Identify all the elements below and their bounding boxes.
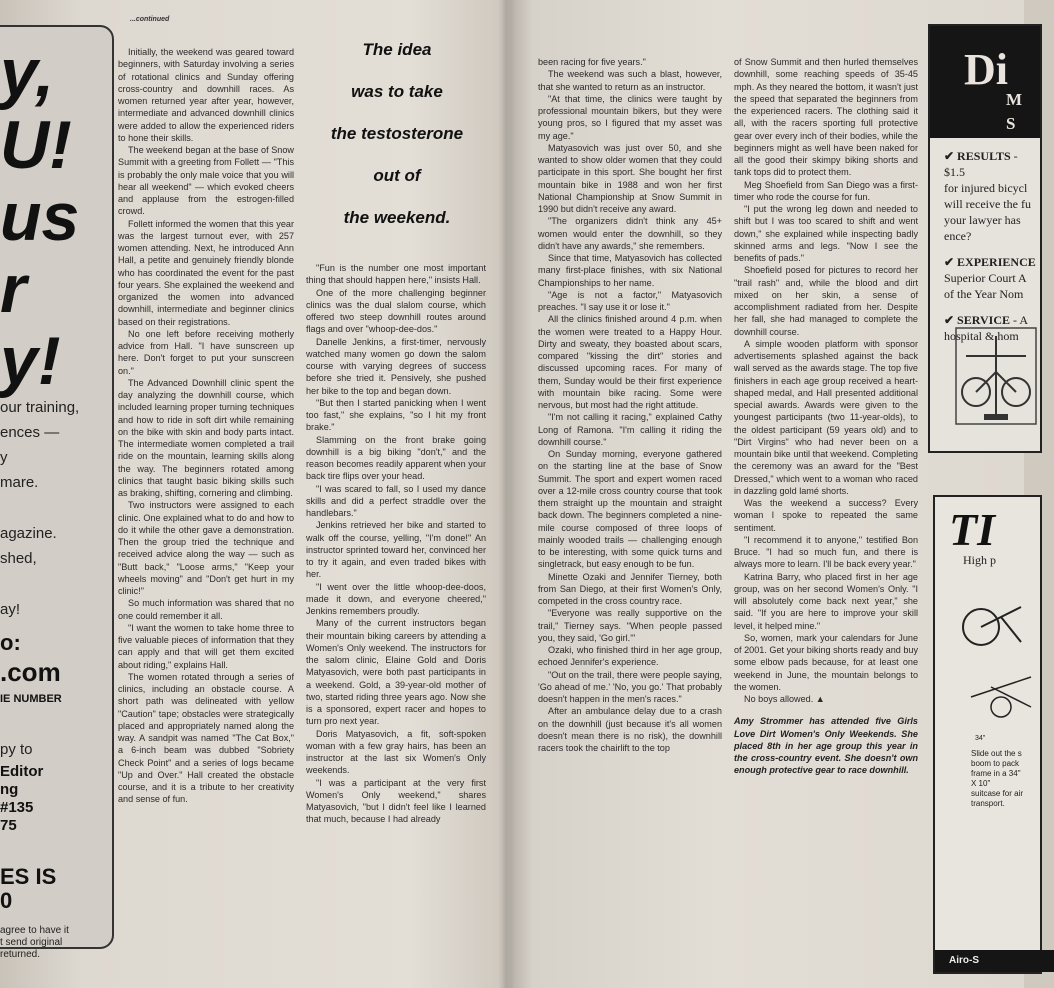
paragraph: One of the more challenging beginner clinics was the dual slalom course, which offered two steep downhill routes around flags and over "whoop-dee-dos." bbox=[306, 287, 486, 335]
paragraph: Shoefield posed for pictures to record her "trail rash" and, while the blood and dirt mixed on her skin, a sense of accomplishment radiated from her. Despite her fall, she had managed to complete the downhill course. bbox=[734, 265, 918, 337]
left-ad-editor-line: 75 bbox=[0, 817, 17, 834]
pull-quote-line: was to take bbox=[351, 82, 443, 101]
right-ad-item-text: hospital & hom bbox=[944, 329, 1019, 343]
paragraph: On Sunday morning, everyone gathered on the starting line at the base of Snow Summit. The sport and expert women raced over a 12-mile cross country course that took them straight up the mountain and straight back down. The beginners completed a nine-mile course composed of three loops of mainly wooded trails — challenging enough to be interesting, with some quick turns and singletrack, but easy enough to be fun. bbox=[538, 449, 722, 570]
right-ad2-headline: TI bbox=[949, 504, 995, 555]
left-ad-copy: py to bbox=[0, 741, 33, 758]
left-ad-body-line: y bbox=[0, 449, 8, 466]
right-ad-item-text: - $1.5 bbox=[944, 149, 1018, 179]
right-ad2-caption bbox=[971, 749, 1023, 809]
left-ad-offer bbox=[0, 865, 56, 913]
paragraph: Initially, the weekend was geared toward beginners, with Saturday involving a series of rotational clinics and Sunday offering cross-country and downhill races. As women returned year after year, however, intermediate and advanced downhill clinics were added to allow the experienced riders to hone their skills. bbox=[118, 47, 294, 143]
paragraph: The weekend began at the base of Snow Summit with a greeting from Follett — "This is probably the only male voice that you will hear all weekend" — which evoked cheers and applause from the estrogen-filled crowd. bbox=[118, 145, 294, 217]
pull-quote-line: the testosterone bbox=[330, 124, 464, 143]
right-ad2-caption-line: transport. bbox=[971, 799, 1005, 808]
paragraph: "Fun is the number one most important thing that should happen here," insists Hall. bbox=[306, 263, 486, 286]
right-ad2-footer: Airo-S bbox=[935, 950, 1054, 972]
paragraph: "The organizers didn't think any 45+ women would enter the downhill, so they didn't have any awards," she remembers. bbox=[538, 216, 722, 251]
paragraph: Meg Shoefield from San Diego was a first-timer who rode the course for fun. bbox=[734, 179, 918, 202]
bicycle-scales-icon bbox=[954, 326, 1038, 426]
left-ad-fine-line: agree to have it bbox=[0, 925, 69, 936]
folding-bicycle-icon bbox=[961, 587, 1041, 727]
paragraph: Jenkins retrieved her bike and started to walk off the course, yelling, "I'm done!" An instructor sprinted toward her, convinced her to try it again, and even traded bikes with her. bbox=[306, 520, 486, 580]
paragraph: "Everyone was really supportive on the trail," Tierney says. "When people passed you, they said, 'Go girl.'" bbox=[538, 608, 722, 643]
paragraph: Two instructors were assigned to each clinic. One explained what to do and how to do it while the other gave a demonstration. Then the group tried the technique and received advice along the way — such as "Butt back," "Loose arms," "Keep your wheels moving" and "Don't get hurt in my clinic!" bbox=[118, 500, 294, 596]
right-ad2-caption-line: suitcase for air bbox=[971, 789, 1024, 798]
left-ad-website: .com bbox=[0, 657, 61, 687]
left-ad-editor bbox=[0, 763, 43, 835]
right-ad-item-text: Superior Court A bbox=[944, 271, 1027, 285]
paragraph: The Advanced Downhill clinic spent the day analyzing the downhill course, which included learning proper turning techniques and how to ride in soft dirt while remaining on the bike with skin and body parts intact. The intermediate women completed a trail ride on the mountain, learning skills along the way. The beginners rotated among clinics that taught basic biking skills such as braking, shifting, cornering and climbing. bbox=[118, 377, 294, 498]
page-gutter bbox=[498, 0, 514, 988]
right-ad-item bbox=[930, 148, 1040, 180]
left-ad-fine-line: returned. bbox=[0, 949, 41, 960]
continued-label: ...continued bbox=[130, 16, 170, 23]
right-ad2-dimension: 34" bbox=[975, 735, 986, 742]
pull-quote-line: The idea bbox=[362, 40, 432, 59]
paragraph: Was the weekend a success? Every woman I spoke to repeated the same sentiment. bbox=[734, 498, 918, 533]
left-ad-call: ay! bbox=[0, 601, 21, 618]
paragraph: Since that time, Matyasovich has collected many first-place finishes, with six National Championships to her name. bbox=[538, 253, 722, 288]
left-ad-editor-line: ng bbox=[0, 781, 19, 798]
left-ad-headline-line: r bbox=[0, 251, 27, 327]
paragraph: "Age is not a factor," Matyasovich preaches. "I say use it or lose it." bbox=[538, 289, 722, 312]
paragraph: Minette Ozaki and Jennifer Tierney, both from San Diego, at their first Women's Only, competed in the cross country race. bbox=[538, 571, 722, 606]
right-ad-item-label: ✔ SERVICE bbox=[944, 313, 1010, 327]
paragraph: Matyasovich was just over 50, and she wanted to show older women that they could participate in this sport. She bought her first mountain bike in 1988 and won her first National Championship at Snow Summit in 1990 but didn't receive any award. bbox=[538, 142, 722, 214]
article-column-4 bbox=[734, 56, 918, 972]
right-ad-item-text: will receive the fu bbox=[944, 197, 1031, 211]
right-ad-item-label: ✔ EXPERIENCE bbox=[944, 255, 1036, 269]
right-ad-item-text: ence? bbox=[944, 229, 972, 243]
left-ad-headline bbox=[0, 37, 79, 397]
right-ad-item bbox=[930, 254, 1040, 270]
author-bio: Amy Strommer has attended five Girls Love Dirt Women's Only Weekends. She placed 8th in her age group this year in the cross-country event. She doesn't own enough protective gear to race downhill. bbox=[734, 716, 918, 776]
paragraph: "Out on the trail, there were people saying, 'Go ahead of me.' 'No, you go.' That probably doesn't happen in the men's races." bbox=[538, 669, 722, 704]
left-ad-web-prefix: o: bbox=[0, 630, 21, 655]
paragraph: No one left before receiving motherly advice from Hall. "I have sunscreen up here. Don't forget to put your sunscreen on." bbox=[118, 328, 294, 376]
right-ad2-caption-line: frame in a 34" bbox=[971, 769, 1021, 778]
right-ad2-caption-line: Slide out the s bbox=[971, 749, 1022, 758]
article-column-1 bbox=[118, 46, 294, 964]
pull-quote-line: out of bbox=[373, 166, 421, 185]
paragraph: Katrina Barry, who placed first in her age group, was on her second Women's Only. "I will absolutely come back next year," she said. "If you are here to improve your skill level, it helped mine." bbox=[734, 571, 918, 631]
left-ad-offer-line: 0 bbox=[0, 888, 13, 913]
right-ad-item-label: ✔ RESULTS bbox=[944, 149, 1011, 163]
paragraph: The weekend was such a blast, however, that she wanted to return as an instructor. bbox=[538, 69, 722, 92]
right-ad-item-text: your lawyer has bbox=[944, 213, 1021, 227]
left-ad-headline-line: us bbox=[0, 179, 80, 255]
paragraph: All the clinics finished around 4 p.m. when the women were treated to a Happy Hour. Dirty and sweaty, they boasted about scars, compared "kissing the dirt" stories and discussed upcoming races. For many of them, Sunday would be their first experience with mountain bike racing. Some were nervous, but most had the right attitude. bbox=[538, 314, 722, 410]
right-ad2-caption-line: boom to pack bbox=[971, 759, 1020, 768]
left-ad-body-line: shed, bbox=[0, 550, 37, 567]
left-ad-body bbox=[0, 395, 79, 495]
right-advertisement-lawyer bbox=[928, 24, 1042, 453]
paragraph: Many of the current instructors began their mountain biking careers by attending a Women's Only weekend. The instructors for the salom clinic, Elaine Gold and Doris Matyasovich, were both past participants in a weekend. Gold, a 39-year-old mother of two, started riding three years ago. Now she is a sponsored, expert racer and hopes to turn pro next year. bbox=[306, 618, 486, 727]
right-ad-head-line: S bbox=[1006, 114, 1016, 133]
paragraph: No boys allowed. ▲ bbox=[744, 694, 825, 704]
left-ad-editor-line: Editor bbox=[0, 763, 44, 780]
paragraph: "At that time, the clinics were taught by professional mountain bikers, but they were young pros, so I figured that my asset was my age." bbox=[538, 93, 722, 141]
right-ad-item-text: of the Year Nom bbox=[944, 287, 1024, 301]
paragraph: So much information was shared that no one could remember it all. bbox=[118, 598, 294, 621]
right-ad-header bbox=[930, 26, 1040, 138]
left-ad-body-line: agazine. bbox=[0, 525, 57, 542]
paragraph: "But then I started panicking when I went too fast," she explains, "so I hit my front brake." bbox=[306, 397, 486, 433]
right-ad-item-text: - A bbox=[1009, 313, 1028, 327]
article-column-3 bbox=[538, 56, 722, 972]
paragraph: "I was scared to fall, so I used my dance skills and did a perfect straddle over the handlebars." bbox=[306, 483, 486, 518]
left-ad-headline-line: y! bbox=[0, 323, 61, 399]
paragraph: After an ambulance delay due to a crash on the downhill (just because it's all women doesn't mean there is no risk), the downhill racers took the chairlift to the top bbox=[538, 706, 722, 753]
right-advertisement-bike-case bbox=[933, 495, 1042, 974]
paragraph: Danelle Jenkins, a first-timer, nervously watched many women go down the salom course with varying degrees of success before she tried it. Pensively, she pushed her bike to the top and began down. bbox=[306, 336, 486, 396]
paragraph: "I went over the little whoop-dee-doos, made it down, and everyone cheered," Jenkins remembers proudly. bbox=[306, 581, 486, 616]
right-ad-item-text: for injured bicycl bbox=[944, 181, 1028, 195]
pull-quote-line: the weekend. bbox=[343, 208, 451, 227]
paragraph: A simple wooden platform with sponsor advertisements splashed against the back wall served as the awards stage. The top five finishers in each age group received a heart-shaped medal, and Hall presented additional special awards. Awards were given to the youngest participants (two 11-year-olds), to the oldest participant (59 years old) and to "Dirt Virgins" who had never been on a mountain bike until that weekend. Completing the ceremony was an award for the "Best Dressed," which went to a woman who raced in dazzling gold lamé shorts. bbox=[734, 338, 918, 496]
right-ad-head-line: M bbox=[1006, 90, 1023, 109]
article-column-2 bbox=[306, 262, 486, 968]
paragraph: "I want the women to take home three to five valuable pieces of information that they can apply and that will get them excited about riding," explains Hall. bbox=[118, 622, 294, 670]
paragraph: of Snow Summit and then hurled themselves downhill, some reaching speeds of 35-45 mph. As they neared the bottom, it wasn't just the speed that separated the beginners from the experienced racers. The clothing said it all, with the racers sporting full protective gear over every inch of their bodies, while the beginners might as well have been naked for all the good their skimpy biking shorts and tank tops did to protect them. bbox=[734, 57, 918, 178]
left-ad-body-line: our training, bbox=[0, 399, 80, 416]
left-ad-body-2 bbox=[0, 521, 57, 571]
paragraph: "I'm not calling it racing," explained Cathy Long of Ramona. "I'm calling it riding the downhill course." bbox=[538, 412, 722, 447]
right-ad-head-line: Di bbox=[964, 45, 1008, 94]
pull-quote bbox=[322, 40, 472, 250]
paragraph: "I was a participant at the very first Women's Only weekend," shares Matyasovich, "but I didn't feel like I learned that much, because I had already bbox=[306, 777, 486, 825]
paragraph: been racing for five years." bbox=[538, 57, 646, 67]
left-advertisement bbox=[0, 25, 114, 960]
right-ad-items bbox=[930, 148, 1040, 344]
left-ad-headline-line: y, bbox=[0, 35, 55, 111]
paragraph: Follett informed the women that this year was the largest turnout ever, with 257 women attending. Next, he introduced Ann Hall, a petite and genuinely friendly blonde who has coordinated the event for the past four years. She explained the weekend and organized the women into advanced downhill, intermediate and beginner clinics based on their registrations. bbox=[118, 218, 294, 327]
paragraph: Doris Matyasovich, a fit, soft-spoken woman with a few gray hairs, has been an instructor at the last six Women's Only weekends. bbox=[306, 728, 486, 776]
paragraph: Slamming on the front brake going downhill is a big biking "don't," and the reason becomes readily apparent when your back tire flips over your head. bbox=[306, 434, 486, 482]
left-ad-body-line: ences — bbox=[0, 424, 60, 441]
left-ad-fineprint bbox=[0, 925, 69, 961]
paragraph: "I recommend it to anyone," testified Bon Bruce. "I had so much fun, and there is always more to learn. I'll be back every year." bbox=[734, 534, 918, 570]
left-ad-editor-line: #135 bbox=[0, 799, 34, 816]
paragraph: "I put the wrong leg down and needed to shift but I was too scared to shift and went down," she explained while inspecting badly skinned arms and legs. "Now I see the benefits of pads." bbox=[734, 204, 918, 263]
right-ad2-subhead: High p bbox=[963, 553, 996, 567]
paragraph: The women rotated through a series of clinics, including an obstacle course. A short path was delineated with yellow "Caution" tape; obstacles were strategically placed and appropriately named along the way. A sandpit was named "The Cat Box," a 6-inch beam was dubbed "Sobriety Check Point" and a series of logs became "Up and Over." Hall created the obstacle course, and it is a tribute to her creativity and sense of fun. bbox=[118, 671, 294, 805]
paragraph: Ozaki, who finished third in her age group, echoed Jennifer's experience. bbox=[538, 645, 722, 668]
left-ad-body-line: mare. bbox=[0, 474, 39, 491]
left-ad-offer-line: ES IS bbox=[0, 864, 57, 889]
paragraph: So, women, mark your calendars for June of 2001. Get your biking shorts ready and buy some elbow pads because, for at least one weekend in June, the mountain belongs to the women. bbox=[734, 632, 919, 692]
left-ad-fine-line: t send original bbox=[0, 937, 63, 948]
right-ad2-caption-line: X 10" bbox=[971, 779, 991, 788]
left-ad-phone-label: IE NUMBER bbox=[0, 693, 62, 705]
left-ad-headline-line: U! bbox=[0, 107, 72, 183]
